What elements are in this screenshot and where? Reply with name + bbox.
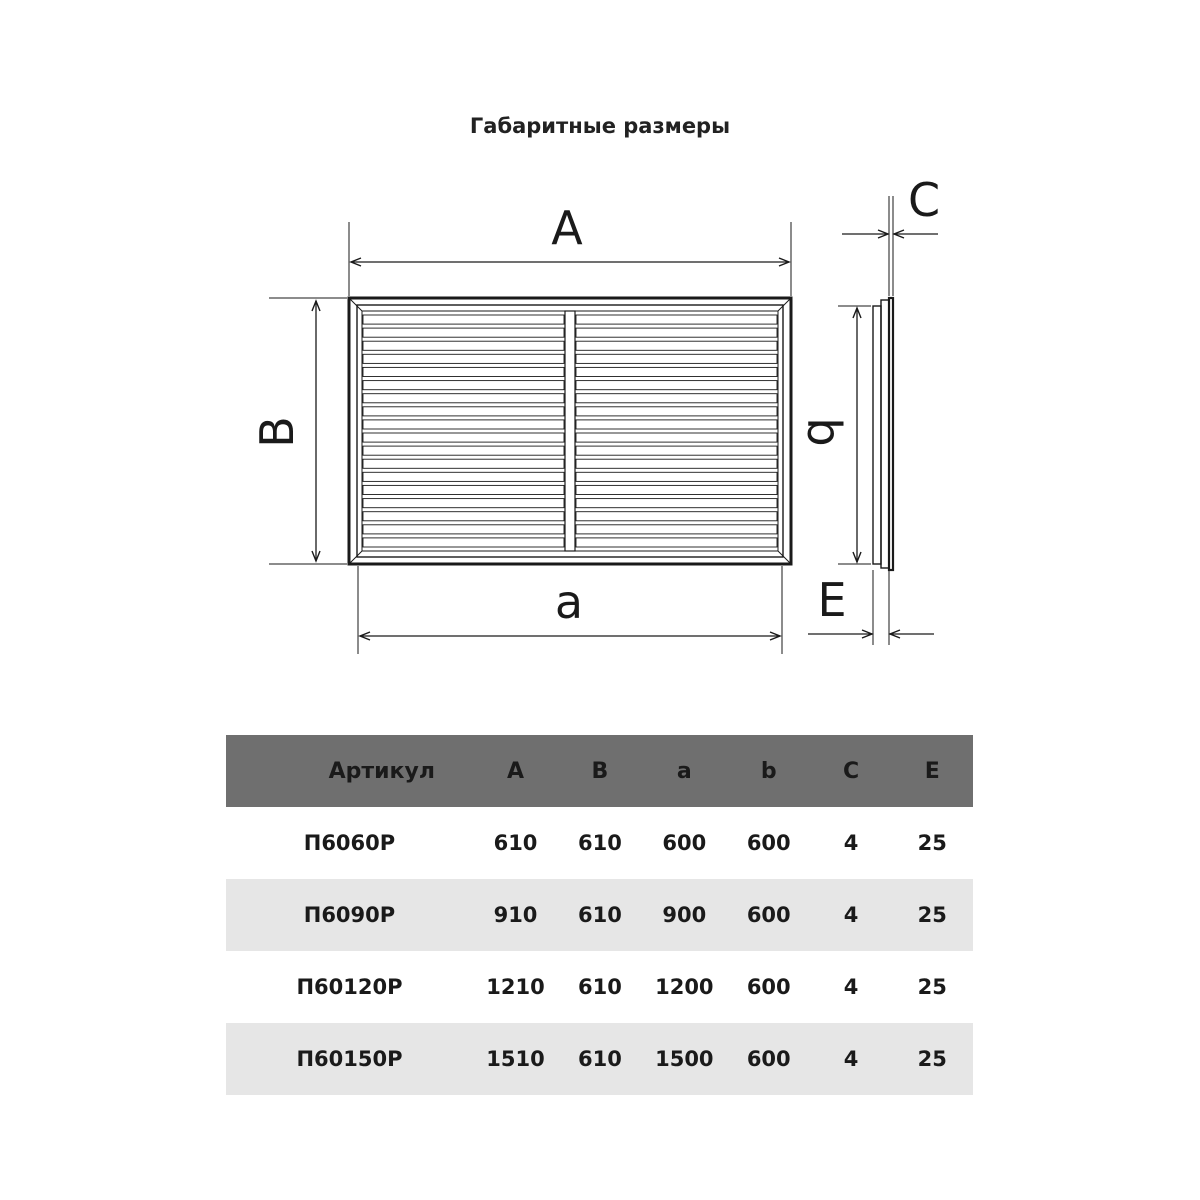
table-row: [226, 951, 973, 1023]
cell-B: 610: [558, 879, 642, 951]
dim-label-b: b: [797, 417, 851, 447]
cell-A: 910: [473, 879, 558, 951]
grille-front-view: [349, 298, 791, 564]
cell-C: 4: [811, 879, 892, 951]
louver-slat: [576, 485, 777, 494]
louver-slat: [363, 394, 564, 403]
louver-slat: [576, 407, 777, 416]
louver-slat: [576, 354, 777, 363]
cell-article: П6090Р: [226, 879, 473, 951]
dim-label-C: C: [907, 173, 941, 227]
cell-b: 600: [727, 879, 811, 951]
cell-article: П60120Р: [296, 975, 403, 999]
louver-slat: [363, 328, 564, 337]
louver-slat: [363, 525, 564, 534]
dim-label-B: B: [250, 416, 304, 448]
cell-A: 1210: [486, 975, 545, 999]
header-a: a: [642, 735, 727, 807]
louver-slat: [576, 433, 777, 442]
header-b: b: [727, 735, 811, 807]
table-row: [226, 879, 973, 951]
louver-slat: [363, 446, 564, 455]
cell-E: 25: [892, 1023, 973, 1095]
header-B: B: [558, 735, 642, 807]
dim-label-E: E: [817, 573, 847, 627]
cell-B: 610: [558, 1023, 642, 1095]
dimensions-table: [226, 735, 973, 1095]
dim-label-A: A: [551, 201, 583, 255]
louver-slat: [363, 538, 564, 547]
cell-a: 600: [662, 831, 707, 855]
dim-label-a: a: [554, 575, 584, 629]
louver-slat: [576, 315, 777, 324]
louver-slat: [363, 459, 564, 468]
header-A: A: [473, 735, 558, 807]
cell-E: 25: [917, 831, 947, 855]
louver-slat: [576, 420, 777, 429]
louver-slat: [363, 512, 564, 521]
louver-slat: [576, 499, 777, 508]
louver-slat: [363, 420, 564, 429]
cell-E: 25: [892, 879, 973, 951]
header-C: C: [811, 735, 892, 807]
louver-slat: [363, 472, 564, 481]
cell-B: 610: [577, 831, 622, 855]
louver-slat: [576, 341, 777, 350]
louver-slat: [363, 341, 564, 350]
louver-slat: [576, 472, 777, 481]
cell-article: П60150Р: [226, 1023, 473, 1095]
louver-slat: [576, 512, 777, 521]
page-title: Габаритные размеры: [469, 114, 731, 138]
louver-slat: [576, 367, 777, 376]
cell-C: 4: [843, 975, 859, 999]
louver-slat: [363, 367, 564, 376]
louver-slat: [576, 446, 777, 455]
louver-slat: [363, 354, 564, 363]
cell-A: 610: [493, 831, 538, 855]
louver-slat: [363, 485, 564, 494]
cell-article: П6060Р: [303, 831, 396, 855]
cell-B: 610: [577, 975, 622, 999]
grille-side-view: [873, 298, 893, 570]
cell-b: 600: [746, 831, 791, 855]
louver-slat: [363, 433, 564, 442]
louver-slat: [576, 459, 777, 468]
table-header-row: [226, 735, 973, 807]
table-row: [226, 1023, 973, 1095]
cell-C: 4: [843, 831, 859, 855]
cell-a: 1200: [655, 975, 714, 999]
header-article: Артикул: [226, 735, 473, 807]
cell-a: 1500: [642, 1023, 727, 1095]
table-row: [226, 807, 973, 879]
louver-slat: [363, 381, 564, 390]
cell-C: 4: [811, 1023, 892, 1095]
header-E: E: [892, 735, 973, 807]
louver-slat: [363, 315, 564, 324]
louver-slat: [363, 407, 564, 416]
cell-a: 900: [642, 879, 727, 951]
louver-slat: [363, 499, 564, 508]
louver-slat: [576, 525, 777, 534]
cell-b: 600: [727, 1023, 811, 1095]
cell-A: 1510: [473, 1023, 558, 1095]
louver-slat: [576, 381, 777, 390]
louver-slat: [576, 394, 777, 403]
cell-b: 600: [746, 975, 791, 999]
cell-E: 25: [917, 975, 947, 999]
louver-slat: [576, 328, 777, 337]
louver-slat: [576, 538, 777, 547]
